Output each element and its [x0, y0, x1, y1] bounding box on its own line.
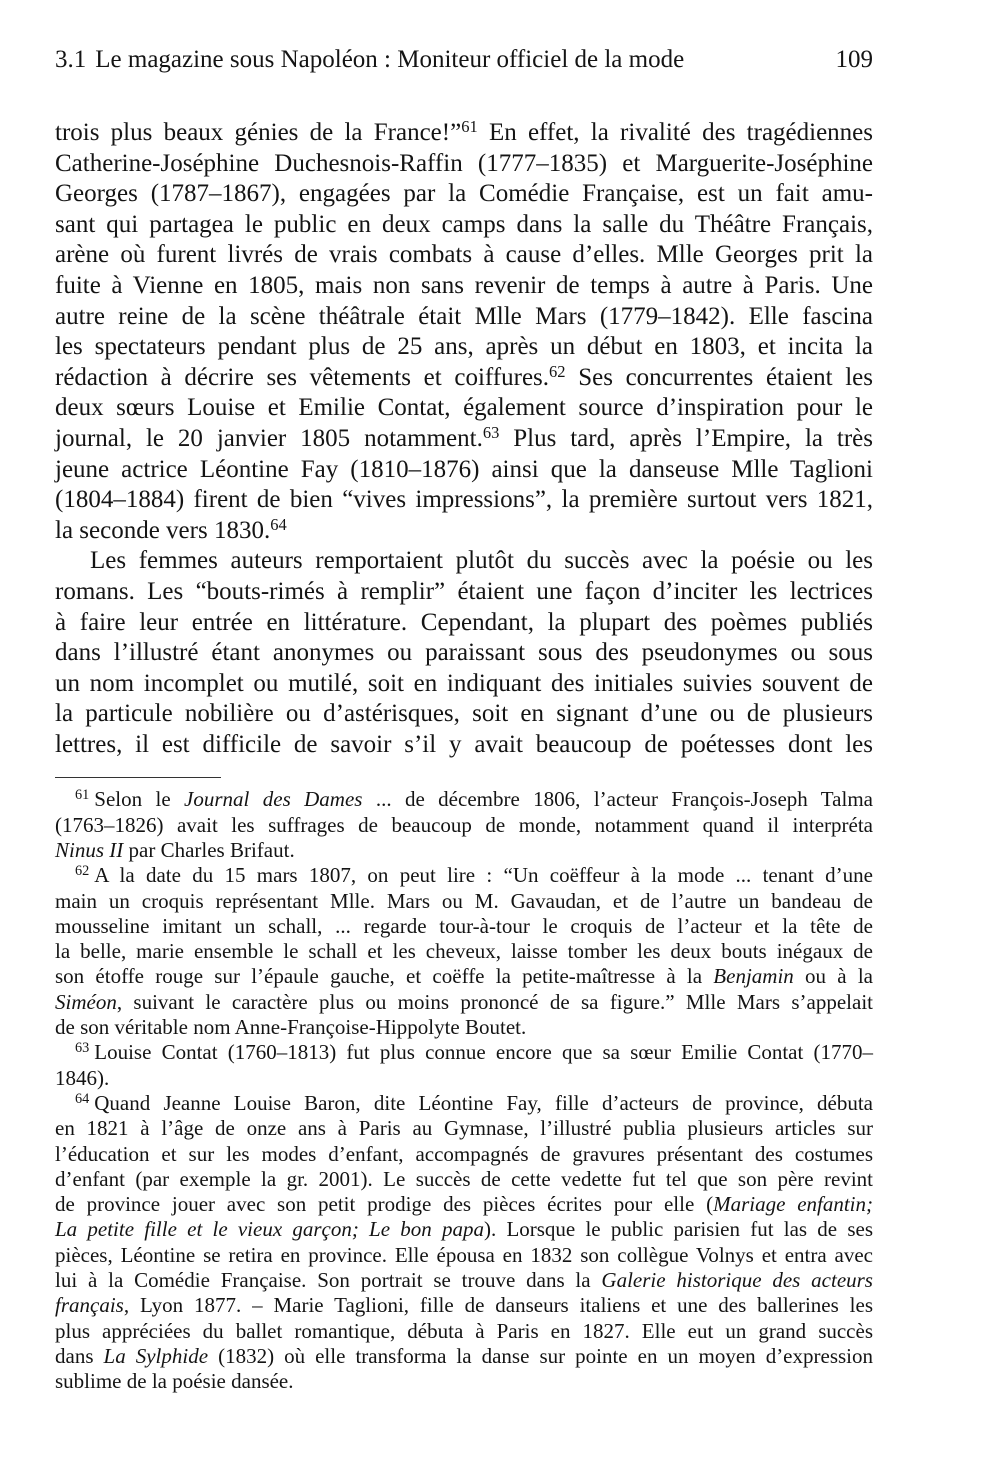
text-run: En effet, la rivalité des tragédiennes: [477, 119, 873, 146]
text-run: à faire leur entrée en littérature. Cependant, la plupart des poèmes publiés: [55, 608, 873, 636]
text-run: 1846).: [55, 1065, 110, 1090]
text-run: la seconde vers 1830.: [55, 516, 271, 544]
footnote-line: [55, 1091, 873, 1116]
footnote-line: [55, 1369, 873, 1394]
footnote-line: [55, 1217, 873, 1242]
footnote: [55, 1040, 873, 1091]
text-run: arène où furent livrés de vrais combats à cause d’elles. Mlle Georges prit la: [55, 241, 873, 269]
footnote-line: [55, 787, 873, 812]
text-run: Louise Contat (1760–1813) fut plus connue encore que sa sœur Emilie Contat (1770–: [94, 1040, 873, 1065]
text-line: [55, 363, 873, 394]
footnote-line: [55, 889, 873, 914]
text-line: [55, 240, 873, 271]
text-run: en 1821 à l’âge de onze ans à Paris au Gymnase, l’illustré publia plusieurs articles sur: [55, 1116, 873, 1141]
text-line: [55, 699, 873, 730]
text-line: [55, 608, 873, 639]
text-run: fuite à Vienne en 1805, mais non sans revenir de temps à autre à Paris. Une: [55, 271, 873, 299]
footnote-line: [55, 1293, 873, 1318]
footnote-line: [55, 1344, 873, 1369]
text-line: [55, 424, 873, 455]
text-run: ). Lorsque le public parisien fut las de ses: [483, 1217, 873, 1242]
text-run: de son véritable nom Anne-Françoise-Hippolyte Boutet.: [55, 1015, 527, 1040]
text-line: [55, 118, 873, 149]
text-run: son étoffe rouge sur l’épaule gauche, et coëffe la petite-maîtresse à la: [55, 964, 714, 989]
footnote-line: [55, 1319, 873, 1344]
text-line: [55, 302, 873, 333]
text-line: [55, 455, 873, 486]
text-run: lui à la Comédie Française. Son portrait se trouve dans la: [55, 1268, 602, 1293]
text-run: la belle, marie ensemble le schall et les cheveux, laisse tomber les deux bouts inégaux de: [55, 939, 873, 964]
italic-text: Siméon: [55, 989, 117, 1014]
italic-text: Ninus II: [55, 837, 124, 862]
footnote-line: [55, 1192, 873, 1217]
text-run: Ses concurrentes étaient les: [565, 363, 873, 391]
footnote-line: [55, 813, 873, 838]
text-line: [55, 271, 873, 302]
section-number: 3.1: [55, 46, 87, 73]
text-run: rédaction à décrire ses vêtements et coiffures.: [55, 363, 550, 391]
text-run: lettres, il est difficile de savoir s’il y avait beaucoup de poétesses dont les: [55, 730, 873, 758]
text-run: sublime de la poésie dansée.: [55, 1369, 294, 1394]
footnote-line: [55, 1243, 873, 1268]
text-line: [55, 485, 873, 516]
footnote-line: [55, 939, 873, 964]
text-run: ... de décembre 1806, l’acteur François-Joseph Talma: [362, 787, 873, 812]
italic-text: Mariage enfantin;: [713, 1192, 874, 1217]
text-run: les spectateurs pendant plus de 25 ans, après un début en 1803, et incita la: [55, 333, 873, 361]
text-run: , Lyon 1877. – Marie Taglioni, fille de danseurs italiens et une des ballerines les: [123, 1293, 873, 1318]
footnote-line: [55, 1268, 873, 1293]
italic-text: Journal des Dames: [184, 787, 363, 812]
text-run: jeune actrice Léontine Fay (1810–1876) ainsi que la danseuse Mlle Taglioni: [55, 455, 873, 483]
text-line: [55, 638, 873, 669]
text-run: dans l’illustré étant anonymes ou paraissant sous des pseudonymes ou sous: [55, 639, 873, 667]
text-run: plus appréciées du ballet romantique, débuta à Paris en 1827. Elle eut un grand succès: [55, 1318, 873, 1343]
body-paragraph: [55, 546, 873, 760]
footnote-number: 61: [75, 787, 90, 804]
italic-text: La petite fille et le vieux garçon; Le bon papa: [55, 1217, 484, 1242]
text-run: sant qui partagea le public en deux camps dans la salle du Théâtre Français,: [55, 210, 873, 238]
text-run: A la date du 15 mars 1807, on peut lire : “Un coëffeur à la mode ... tenant d’une: [94, 863, 873, 888]
footnote-number: 63: [75, 1040, 90, 1057]
text-line: [55, 516, 873, 547]
text-run: autre reine de la scène théâtrale était Mlle Mars (1779–1842). Elle fascina: [55, 302, 873, 330]
text-run: Georges (1787–1867), engagées par la Comédie Française, est un fait amu-: [55, 180, 873, 208]
text-line: [55, 546, 873, 577]
text-line: [55, 730, 873, 761]
text-run: trois plus beaux génies de la France!”: [55, 119, 462, 146]
text-run: mousseline imitant un schall, ... regarde tour-à-tour le croquis de l’acteur et la tête de: [55, 913, 873, 938]
footnote: [55, 787, 873, 863]
page-header: [55, 45, 873, 75]
footnote-reference: 63: [482, 422, 500, 442]
footnote-line: [55, 863, 873, 888]
footnote-line: [55, 1066, 873, 1091]
text-run: journal, le 20 janvier 1805 notamment.: [55, 424, 483, 452]
footnote: [55, 1091, 873, 1395]
body-paragraph: [55, 118, 873, 546]
footnote-number: 62: [75, 863, 90, 880]
italic-text: La Sylphide: [103, 1343, 209, 1368]
text-line: [55, 577, 873, 608]
footnote: [55, 863, 873, 1040]
text-line: [55, 332, 873, 363]
text-run: (1832) où elle transforma la danse sur pointe en un moyen d’expression: [208, 1343, 873, 1368]
italic-text: français: [55, 1293, 124, 1318]
text-line: [55, 179, 873, 210]
text-run: , suivant le caractère plus ou moins prononcé de sa figure.” Mlle Mars s’appelait: [116, 989, 873, 1014]
text-run: Les femmes auteurs remportaient plutôt du succès avec la poésie ou les: [90, 547, 873, 575]
footnote-reference: 61: [461, 116, 478, 136]
text-run: la particule nobilière ou d’astérisques, soit en signant d’une ou de plusieurs: [55, 700, 873, 728]
footnote-line: [55, 1142, 873, 1167]
footnote-line: [55, 990, 873, 1015]
text-line: [55, 669, 873, 700]
footnote-rule: [55, 777, 221, 778]
footnotes: [55, 787, 873, 1394]
text-run: ou à la: [793, 964, 873, 989]
text-run: (1763–1826) avait les suffrages de beaucoup de monde, notamment quand il interpréta: [55, 812, 873, 837]
italic-text: Galerie historique des acteurs: [601, 1268, 873, 1293]
footnote-line: [55, 838, 873, 863]
footnote-line: [55, 964, 873, 989]
text-run: l’éducation et sur les modes d’enfant, accompagnés de gravures présentant des costumes: [55, 1141, 873, 1166]
text-run: Catherine-Joséphine Duchesnois-Raffin (1777–1835) et Marguerite-Joséphine: [55, 149, 873, 177]
text-line: [55, 149, 873, 180]
page-number: 109: [835, 46, 873, 73]
body-text: [55, 118, 873, 760]
text-run: Plus tard, après l’Empire, la très: [499, 424, 874, 452]
text-run: (1804–1884) firent de bien “vives impressions”, la première surtout vers 1821,: [55, 486, 873, 514]
footnote-line: [55, 1040, 873, 1065]
text-run: pièces, Léontine se retira en province. Elle épousa en 1832 son collègue Volnys et entra avec: [55, 1242, 873, 1267]
text-run: dans: [55, 1343, 104, 1368]
text-line: [55, 393, 873, 424]
text-run: par Charles Brifaut.: [123, 837, 295, 862]
running-title: Le magazine sous Napoléon : Moniteur officiel de la mode: [95, 46, 685, 73]
footnote-reference: 62: [549, 361, 566, 381]
text-run: deux sœurs Louise et Emilie Contat, également source d’inspiration pour le: [55, 394, 873, 422]
text-run: un nom incomplet ou mutilé, soit en indiquant des initiales suivies souvent de: [55, 669, 873, 697]
footnote-line: [55, 1116, 873, 1141]
footnote-line: [55, 1167, 873, 1192]
text-run: main un croquis représentant Mlle. Mars ou M. Gavaudan, et de l’autre un bandeau de: [55, 888, 873, 913]
footnote-line: [55, 914, 873, 939]
footnote-reference: 64: [270, 514, 287, 534]
text-run: de province jouer avec son petit prodige des pièces écrites pour elle (: [55, 1192, 714, 1217]
text-line: [55, 210, 873, 241]
text-run: romans. Les “bouts-rimés à remplir” étaient une façon d’inciter les lectrices: [55, 577, 873, 605]
footnote-line: [55, 1015, 873, 1040]
text-run: Quand Jeanne Louise Baron, dite Léontine Fay, fille d’acteurs de province, débuta: [94, 1090, 873, 1115]
text-run: d’enfant (par exemple la gr. 2001). Le succès de cette vedette fut tel que son père revint: [55, 1166, 873, 1191]
footnote-number: 64: [75, 1090, 90, 1107]
italic-text: Benjamin: [713, 964, 794, 989]
text-run: Selon le: [94, 787, 185, 812]
